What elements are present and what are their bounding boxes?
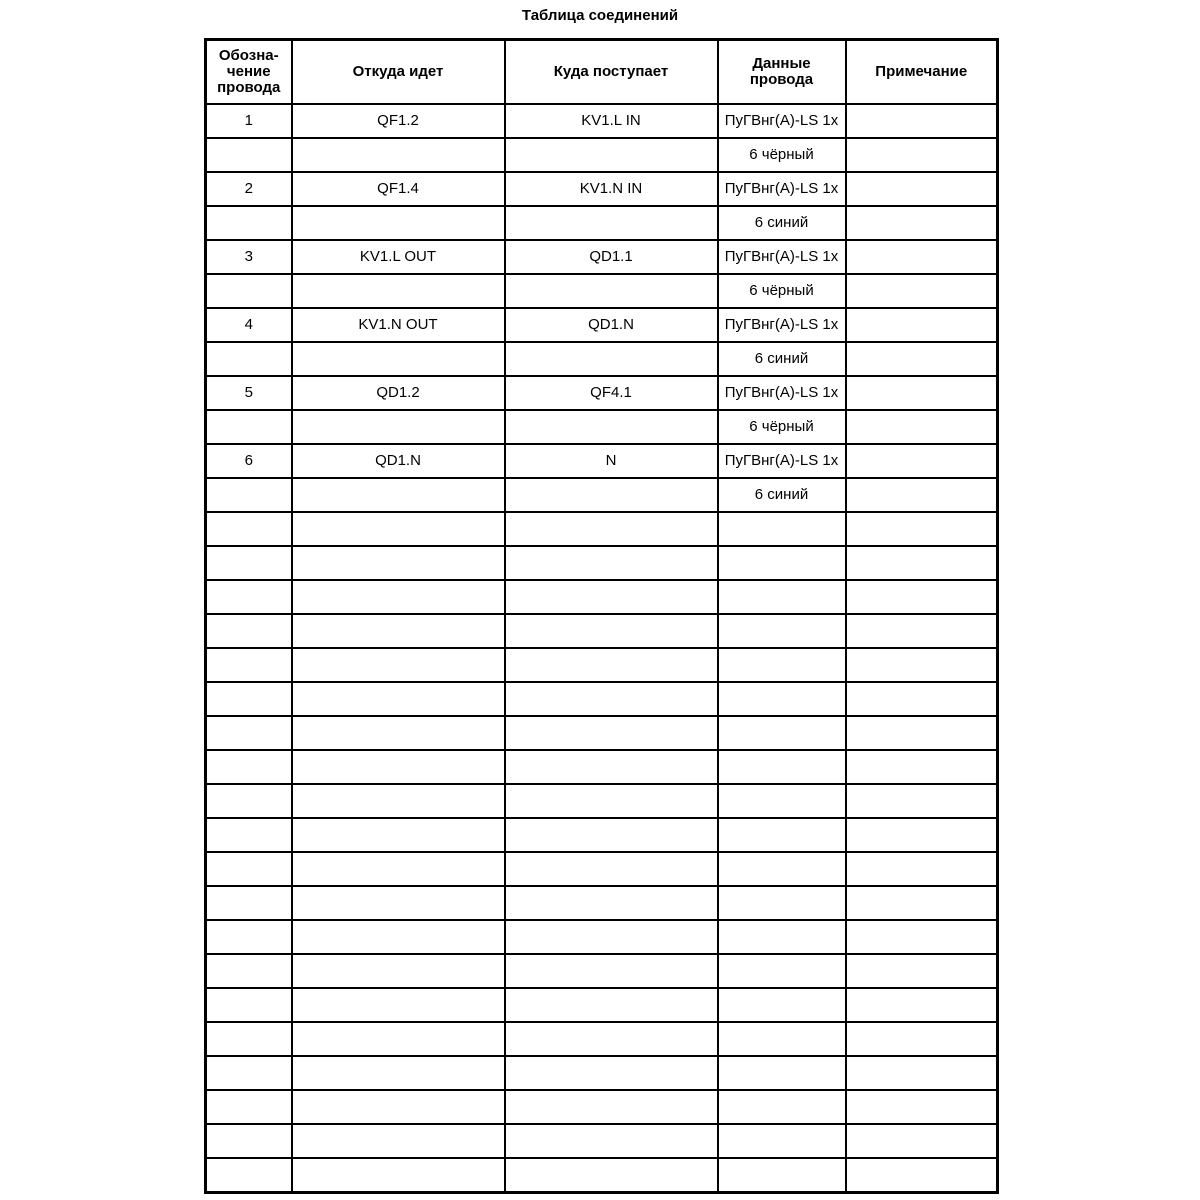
table-row-empty [206,1124,998,1158]
cell-wire-id [206,512,292,546]
cell-wire-id [206,886,292,920]
cell-wire-id [206,1056,292,1090]
cell-wire-data: 6 чёрный [718,410,846,444]
cell-from [292,274,505,308]
table-row-empty [206,852,998,886]
table-row [206,444,998,478]
cell-wire-data [718,886,846,920]
cell-wire-id: 5 [206,376,292,410]
cell-wire-id [206,920,292,954]
cell-note [846,546,998,580]
cell-to: QD1.1 [505,240,718,274]
table-row [206,138,998,172]
cell-wire-data [718,1158,846,1193]
table-row [206,172,998,206]
table-row-empty [206,1090,998,1124]
cell-wire-id [206,988,292,1022]
table-row-empty [206,648,998,682]
table-row [206,206,998,240]
table-row-empty [206,614,998,648]
cell-wire-id [206,784,292,818]
cell-from [292,1124,505,1158]
cell-from: KV1.N OUT [292,308,505,342]
cell-note [846,1022,998,1056]
cell-note [846,1158,998,1193]
cell-wire-data [718,750,846,784]
cell-note [846,138,998,172]
cell-wire-id [206,648,292,682]
table-row [206,342,998,376]
cell-note [846,852,998,886]
cell-note [846,478,998,512]
header-note: Примечание [846,40,998,105]
cell-to [505,206,718,240]
table-row-empty [206,1022,998,1056]
cell-to [505,1022,718,1056]
cell-from [292,818,505,852]
cell-to [505,1090,718,1124]
cell-from [292,410,505,444]
cell-to [505,818,718,852]
cell-from [292,852,505,886]
cell-to [505,1124,718,1158]
cell-wire-data [718,1090,846,1124]
cell-wire-data: ПуГВнг(А)-LS 1x [718,376,846,410]
table-row [206,104,998,138]
table-row-empty [206,1158,998,1193]
cell-wire-id [206,818,292,852]
cell-note [846,240,998,274]
table-row-empty [206,580,998,614]
cell-note [846,614,998,648]
cell-wire-id [206,1158,292,1193]
cell-note [846,512,998,546]
cell-note [846,920,998,954]
cell-wire-data [718,988,846,1022]
cell-to [505,954,718,988]
cell-note [846,376,998,410]
cell-wire-id [206,274,292,308]
cell-to: N [505,444,718,478]
cell-from [292,920,505,954]
cell-wire-id [206,954,292,988]
cell-wire-id [206,852,292,886]
cell-wire-data: 6 синий [718,342,846,376]
cell-to [505,988,718,1022]
header-wire-id-line-1: Обозна- [218,47,279,64]
table-title: Таблица соединений [521,7,679,24]
cell-to [505,682,718,716]
cell-to [505,1158,718,1193]
cell-wire-data [718,954,846,988]
cell-to [505,342,718,376]
cell-note [846,682,998,716]
cell-wire-id [206,478,292,512]
cell-note [846,1056,998,1090]
cell-wire-id [206,546,292,580]
cell-note [846,648,998,682]
cell-from: KV1.L OUT [292,240,505,274]
cell-from [292,682,505,716]
cell-to [505,478,718,512]
cell-wire-data [718,784,846,818]
cell-note [846,716,998,750]
cell-wire-data [718,1022,846,1056]
cell-note [846,308,998,342]
cell-wire-id [206,1090,292,1124]
cell-wire-id [206,342,292,376]
table-header-row [206,40,998,105]
cell-to [505,784,718,818]
cell-wire-data: ПуГВнг(А)-LS 1x [718,444,846,478]
header-wire-id-line-3: провода [217,79,281,96]
cell-note [846,274,998,308]
cell-wire-id: 3 [206,240,292,274]
cell-wire-data: 6 синий [718,206,846,240]
cell-from [292,716,505,750]
cell-note [846,172,998,206]
cell-wire-data: ПуГВнг(А)-LS 1x [718,172,846,206]
cell-from [292,750,505,784]
connections-table [204,38,999,1194]
cell-to [505,716,718,750]
cell-note [846,410,998,444]
header-from: Откуда идет [292,40,505,105]
cell-wire-data: ПуГВнг(А)-LS 1x [718,104,846,138]
cell-from [292,648,505,682]
cell-note [846,1090,998,1124]
cell-wire-data [718,852,846,886]
cell-note [846,954,998,988]
cell-to: QF4.1 [505,376,718,410]
cell-wire-data [718,546,846,580]
cell-from [292,580,505,614]
cell-from [292,478,505,512]
header-to: Куда поступает [505,40,718,105]
table-row [206,478,998,512]
cell-wire-id [206,614,292,648]
header-wire-data [718,40,846,105]
table-row-empty [206,512,998,546]
cell-wire-data [718,512,846,546]
cell-wire-data: 6 чёрный [718,138,846,172]
cell-from: QF1.2 [292,104,505,138]
cell-wire-data [718,920,846,954]
cell-wire-data [718,580,846,614]
cell-from [292,1158,505,1193]
cell-from [292,784,505,818]
cell-wire-data [718,648,846,682]
table-row-empty [206,818,998,852]
cell-wire-data [718,716,846,750]
header-wire-data-line-1: Данные [752,55,811,72]
table-body [206,104,998,1193]
cell-wire-data: 6 синий [718,478,846,512]
cell-note [846,750,998,784]
cell-from [292,138,505,172]
cell-from [292,614,505,648]
cell-from [292,1056,505,1090]
cell-wire-id [206,410,292,444]
cell-from [292,342,505,376]
cell-wire-data [718,1124,846,1158]
cell-wire-id: 1 [206,104,292,138]
cell-to: KV1.L IN [505,104,718,138]
table-row [206,308,998,342]
table-row [206,410,998,444]
table-row-empty [206,954,998,988]
cell-note [846,988,998,1022]
table-row-empty [206,784,998,818]
cell-note [846,206,998,240]
table-row-empty [206,988,998,1022]
table-row-empty [206,920,998,954]
header-wire-id [206,40,292,105]
cell-note [846,580,998,614]
table-row-empty [206,750,998,784]
table-row [206,240,998,274]
cell-to [505,274,718,308]
cell-wire-id: 6 [206,444,292,478]
cell-from [292,954,505,988]
cell-wire-data: ПуГВнг(А)-LS 1x [718,308,846,342]
table-row-empty [206,682,998,716]
cell-wire-id: 2 [206,172,292,206]
cell-wire-id [206,1124,292,1158]
table-row-empty [206,1056,998,1090]
table-row-empty [206,546,998,580]
cell-to: KV1.N IN [505,172,718,206]
cell-to [505,750,718,784]
table-row-empty [206,886,998,920]
cell-wire-data [718,1056,846,1090]
cell-wire-id [206,580,292,614]
cell-note [846,818,998,852]
cell-wire-data: ПуГВнг(А)-LS 1x [718,240,846,274]
cell-wire-data: 6 чёрный [718,274,846,308]
cell-from [292,512,505,546]
cell-wire-id [206,682,292,716]
cell-wire-id: 4 [206,308,292,342]
cell-to [505,648,718,682]
cell-to [505,410,718,444]
cell-from: QF1.4 [292,172,505,206]
cell-to [505,138,718,172]
cell-to: QD1.N [505,308,718,342]
table-row [206,274,998,308]
cell-note [846,886,998,920]
header-wire-id-line-2: чение [226,63,271,80]
header-wire-data-line-2: провода [749,71,814,88]
cell-wire-id [206,138,292,172]
cell-wire-id [206,1022,292,1056]
cell-from [292,546,505,580]
cell-to [505,920,718,954]
cell-to [505,852,718,886]
cell-wire-id [206,716,292,750]
cell-from [292,1090,505,1124]
cell-from [292,988,505,1022]
cell-to [505,512,718,546]
table-row [206,376,998,410]
cell-wire-data [718,818,846,852]
cell-to [505,886,718,920]
cell-note [846,342,998,376]
cell-from [292,1022,505,1056]
cell-wire-data [718,614,846,648]
cell-note [846,1124,998,1158]
cell-note [846,784,998,818]
cell-from [292,206,505,240]
table-row-empty [206,716,998,750]
cell-note [846,104,998,138]
cell-to [505,614,718,648]
cell-to [505,1056,718,1090]
cell-wire-id [206,750,292,784]
cell-to [505,580,718,614]
cell-wire-id [206,206,292,240]
cell-note [846,444,998,478]
cell-from: QD1.N [292,444,505,478]
cell-wire-data [718,682,846,716]
cell-from: QD1.2 [292,376,505,410]
cell-from [292,886,505,920]
cell-to [505,546,718,580]
